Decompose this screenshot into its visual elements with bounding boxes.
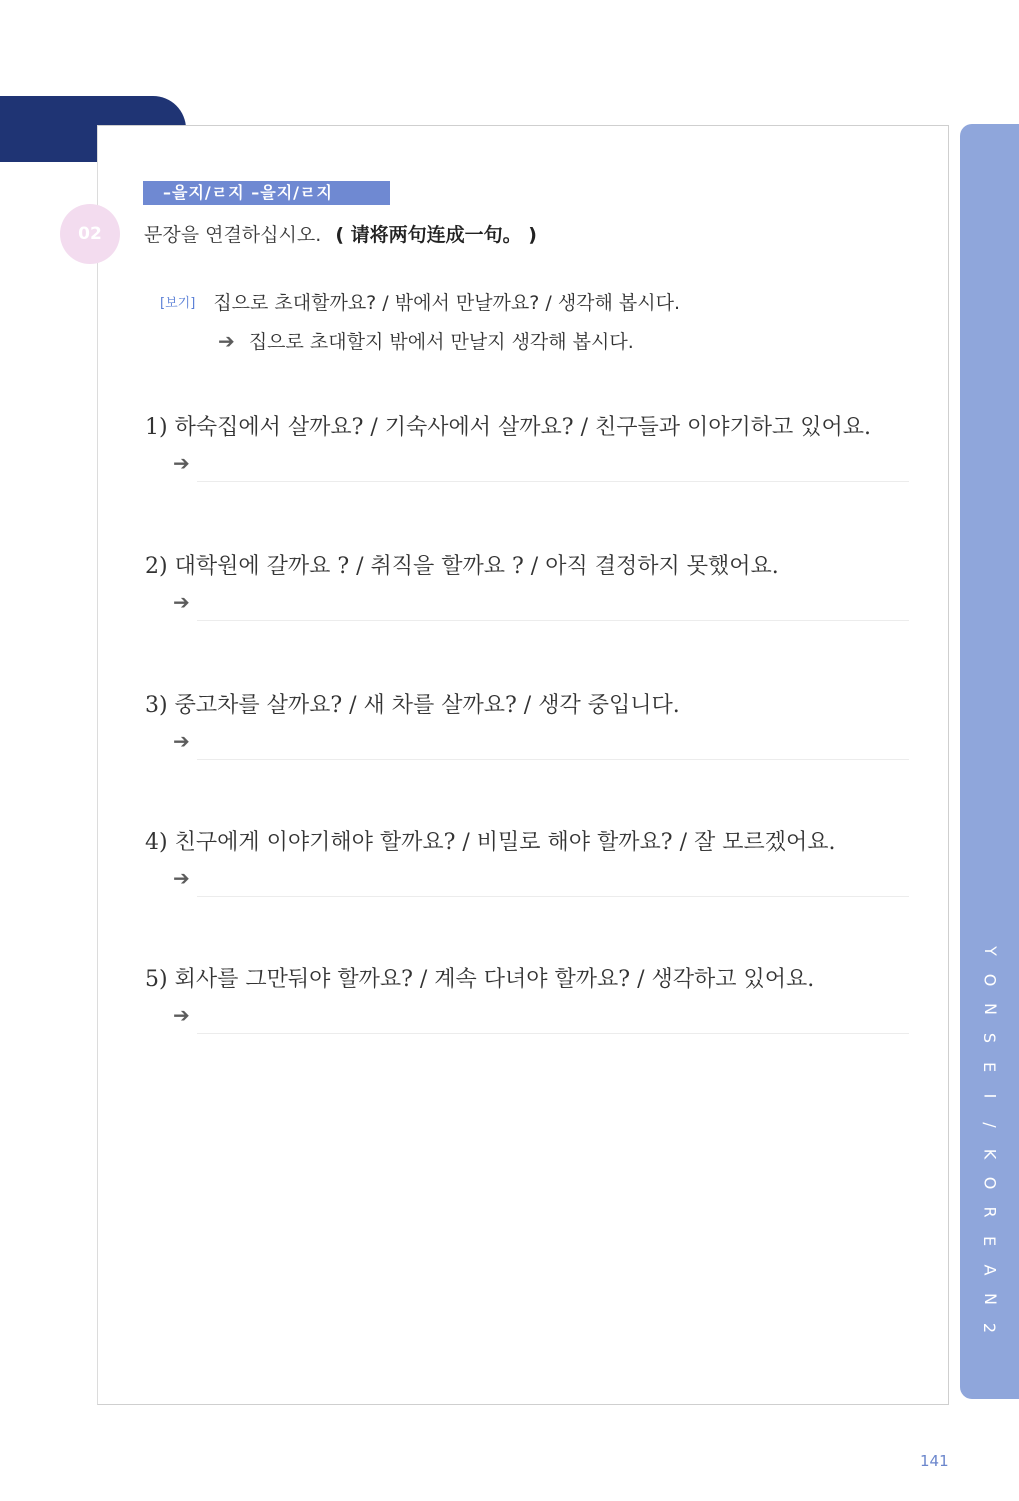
side-letter: E [980, 1235, 1000, 1247]
item-question: 2) 대학원에 갈까요 ? / 취직을 할까요 ? / 아직 결정하지 못했어요. [145, 554, 779, 579]
answer-area[interactable] [145, 729, 935, 769]
exercise-item [145, 962, 935, 1043]
side-letter: N [980, 1003, 1000, 1015]
side-letter: N [980, 1293, 1000, 1305]
exercise-item [145, 549, 935, 630]
answer-line[interactable] [197, 1033, 909, 1034]
example-answer [218, 327, 634, 354]
side-letter: E [980, 1061, 1000, 1073]
side-letter: / [980, 1122, 1000, 1128]
answer-line[interactable] [197, 481, 909, 482]
arrow-icon: ➔ [173, 451, 190, 475]
arrow-icon: ➔ [173, 590, 190, 614]
arrow-icon: ➔ [173, 866, 190, 890]
answer-area[interactable] [145, 590, 935, 630]
side-letter: S [980, 1032, 1000, 1044]
instruction-text: 문장을 연결하십시오. [144, 224, 322, 246]
grammar-title: –을지/ㄹ지 –을지/ㄹ지 [143, 181, 390, 205]
side-letter: O [980, 1176, 1000, 1190]
side-letter: O [980, 973, 1000, 987]
answer-line[interactable] [197, 896, 909, 897]
exercise-item [145, 410, 935, 491]
example-answer-text: 집으로 초대할지 밖에서 만날지 생각해 봅시다. [248, 331, 634, 353]
side-letter: 2 [980, 1322, 1000, 1334]
item-question: 3) 중고차를 살까요? / 새 차를 살까요? / 생각 중입니다. [145, 693, 680, 718]
arrow-icon: ➔ [173, 1003, 190, 1027]
page-number: 141 [920, 1452, 949, 1470]
side-tab [960, 124, 1019, 1399]
answer-area[interactable] [145, 866, 935, 906]
side-letter: I [980, 1093, 1000, 1099]
answer-area[interactable] [145, 451, 935, 491]
instruction-translation: ( 请将两句连成一句。 ) [335, 224, 537, 246]
side-letter: K [980, 1148, 1000, 1160]
side-letter: Y [980, 946, 1000, 956]
answer-line[interactable] [197, 620, 909, 621]
item-question: 4) 친구에게 이야기해야 할까요? / 비밀로 해야 할까요? / 잘 모르겠어요. [145, 830, 836, 855]
instruction [144, 220, 537, 247]
arrow-icon: ➔ [173, 729, 190, 753]
answer-line[interactable] [197, 759, 909, 760]
exercise-item [145, 825, 935, 906]
example-question-text: 집으로 초대할까요? / 밖에서 만날까요? / 생각해 봅시다. [213, 292, 681, 314]
exercise-item [145, 688, 935, 769]
arrow-icon: ➔ [218, 329, 235, 353]
side-letter: A [980, 1264, 1000, 1276]
item-question: 1) 하숙집에서 살까요? / 기숙사에서 살까요? / 친구들과 이야기하고 있어요. [145, 415, 871, 440]
side-letter: R [980, 1206, 1000, 1218]
example-question [160, 288, 680, 315]
item-question: 5) 회사를 그만둬야 할까요? / 계속 다녀야 할까요? / 생각하고 있어요. [145, 967, 815, 992]
example-label: [보기] [160, 296, 196, 311]
exercise-number-badge: 02 [60, 204, 120, 264]
answer-area[interactable] [145, 1003, 935, 1043]
side-tab-title [960, 942, 1019, 1337]
